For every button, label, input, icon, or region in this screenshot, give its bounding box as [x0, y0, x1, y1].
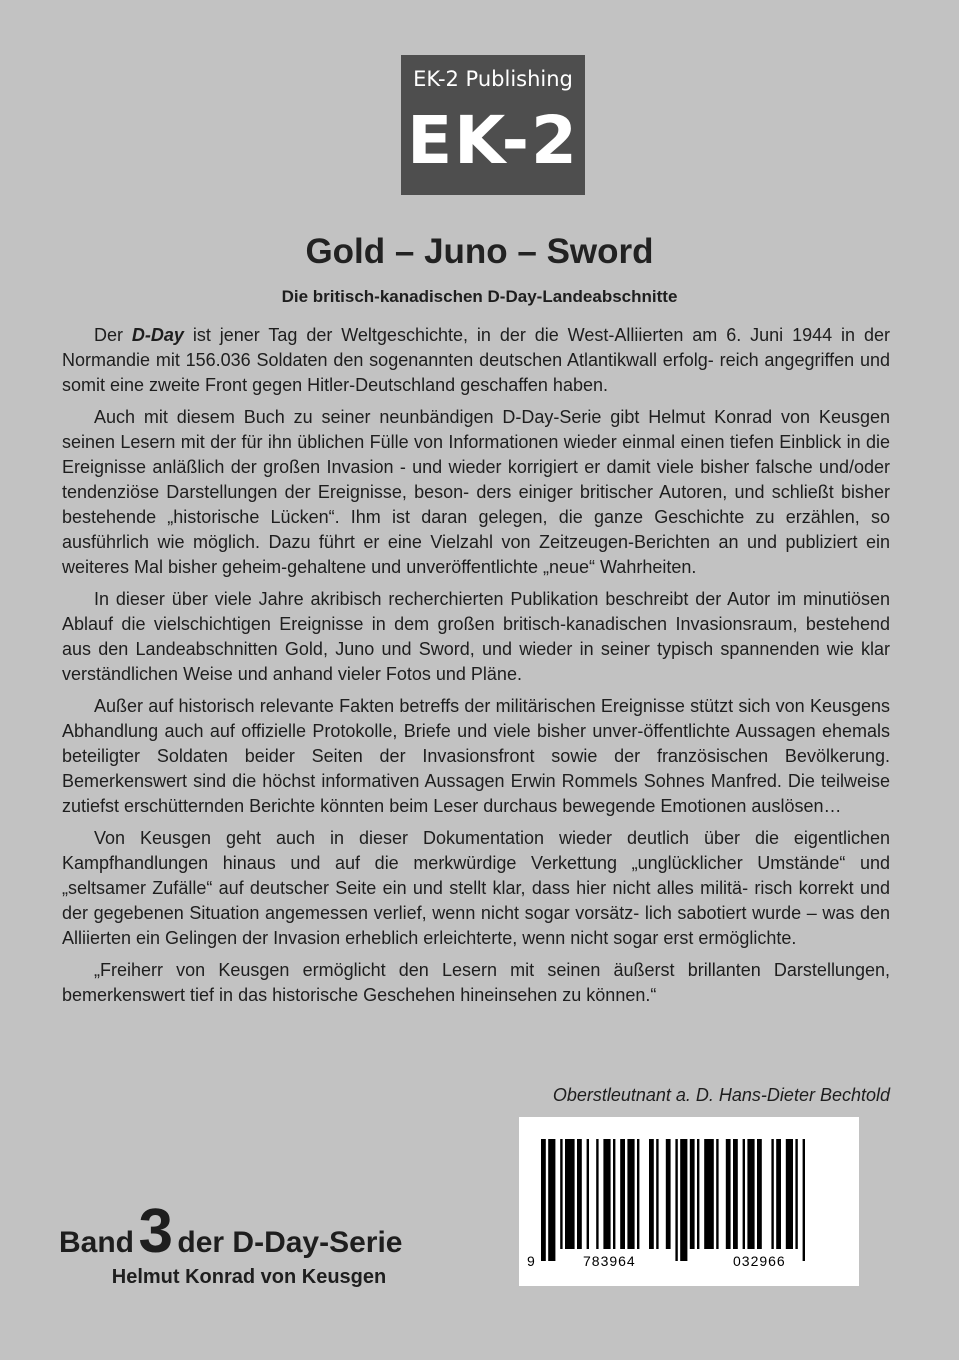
- paragraph-4: Außer auf historisch relevante Fakten betreffs der militärischen Ereignisse stützt sich von Keusgens Abhandlung auch auf offizielle Protokolle, Briefe und viele bisher unver-öffentlichte Aussagen ehemals beteiligter Soldaten beider Seiten der Invasionsfront sowie der französischen Bevölkerung. Bemerkenswert sind die höchst informativen Aussagen Erwin Rommels Sohnes Manfred. Die teilweise zutiefst erschütternden Berichte könnten beim Leser durchaus bewegende Emotionen auslösen…: [62, 696, 890, 816]
- barcode-bar: [613, 1139, 615, 1249]
- barcode-digit-first: 9: [527, 1253, 536, 1269]
- series-name: der D-Day-Serie: [177, 1226, 403, 1259]
- d-day-emphasis: D-Day: [131, 325, 184, 345]
- paragraph-1-rest: ist jener Tag der Weltgeschichte, in der die West-Alliierten am 6. Juni 1944 in der Normandie mit 156.036 Soldaten den sogenannten deutschen Atlantikwall erfolg- reich angegriffen und somit eine zweite Front gegen Hitler-Deutschland geschaffen haben.: [62, 325, 890, 395]
- barcode-bar: [697, 1139, 699, 1249]
- barcode-bars: [519, 1117, 859, 1286]
- barcode-bar: [757, 1139, 762, 1249]
- barcode-bar: [776, 1139, 781, 1249]
- book-title: Gold – Juno – Sword: [305, 232, 654, 271]
- paragraph-1: [62, 323, 890, 398]
- barcode-bar: [726, 1139, 731, 1249]
- barcode-bar: [649, 1139, 654, 1249]
- barcode-bar: [690, 1139, 695, 1249]
- barcode-bar: [795, 1139, 797, 1249]
- barcode-bar: [704, 1139, 714, 1249]
- barcode-bar: [747, 1139, 754, 1249]
- barcode-bar: [743, 1139, 745, 1249]
- barcode-digits-left: 783964: [583, 1253, 636, 1269]
- barcode-bar: [786, 1139, 793, 1249]
- barcode-bar: [680, 1139, 687, 1261]
- paragraph-3: In dieser über viele Jahre akribisch recherchierten Publikation beschreibt der Autor im minutiösen Ablauf die vielschichtigen Ereignisse in dem großen britisch-kanadischen Invasionsraum, bestehend aus den Landeabschnitten Gold, Juno und Sword, und wieder in seiner typisch spannenden wie klar verständlichen Weise und anhand vieler Fotos und Pläne.: [62, 589, 890, 684]
- series-label: [59, 1197, 459, 1266]
- paragraph-5: Von Keusgen geht auch in dieser Dokumentation wieder deutlich über die eigentlichen Kampfhandlungen hinaus und auf die merkwürdige Verkettung „unglücklicher Umstände“ und „seltsamer Zufälle“ auf deutscher Seite ein und stellt klar, dass hier nicht alles militä- risch korrekt und der gegebenen Situation angemessen verlief, wenn nicht sogar vorsätz- lich sabotiert wurde – was den Alliierten ein Gelingen der Invasion erheblich erleichterte, wenn nicht sogar erst ermöglichte.: [62, 828, 890, 948]
- book-subtitle: Die britisch-kanadischen D-Day-Landeabschnitte: [281, 287, 678, 306]
- barcode-bar: [656, 1139, 658, 1249]
- barcode-bar: [548, 1139, 555, 1261]
- barcode-bar: [771, 1139, 773, 1249]
- quote-attribution: Oberstleutnant a. D. Hans-Dieter Bechtold: [552, 1085, 890, 1105]
- barcode-bar: [596, 1139, 598, 1249]
- author-name: Helmut Konrad von Keusgen: [111, 1266, 387, 1288]
- barcode-digits-right: 032966: [733, 1253, 786, 1269]
- publisher-logo: [401, 55, 585, 195]
- blurb-text: [62, 323, 890, 1008]
- quote-paragraph: „Freiherr von Keusgen ermöglicht den Lesern mit seinen äußerst brillanten Darstellungen, bemerkenswert tief in das historische Geschehen hineinsehen zu können.“: [62, 960, 890, 1005]
- barcode-bar: [603, 1139, 610, 1249]
- barcode-bar: [627, 1139, 634, 1249]
- barcode-bar: [666, 1139, 671, 1249]
- barcode-bar: [541, 1139, 546, 1261]
- barcode-bar: [560, 1139, 562, 1249]
- barcode-bar: [637, 1139, 639, 1249]
- isbn-barcode: [519, 1117, 859, 1286]
- paragraph-1-start: Der: [94, 325, 132, 345]
- barcode-bar: [675, 1139, 677, 1261]
- barcode-bar: [803, 1139, 805, 1261]
- barcode-bar: [565, 1139, 575, 1249]
- barcode-bar: [733, 1139, 738, 1249]
- barcode-bar: [716, 1139, 718, 1249]
- series-band-word: Band: [59, 1226, 134, 1259]
- barcode-bar: [620, 1139, 625, 1249]
- logo-publisher-name: EK-2 Publishing: [413, 67, 573, 91]
- barcode-bar: [577, 1139, 582, 1249]
- logo-mark: EK-2: [407, 102, 579, 179]
- series-volume-number: 3: [138, 1197, 173, 1266]
- barcode-bar: [587, 1139, 589, 1249]
- paragraph-2: Auch mit diesem Buch zu seiner neunbändigen D-Day-Serie gibt Helmut Konrad von Keusgen seinen Lesern mit der für ihn üblichen Fülle von Informationen wieder einmal einen tiefen Einblick in die Ereignisse anläßlich der großen Invasion - und wieder korrigiert er damit viele bisher falsche und/oder tendenziöse Darstellungen der Ereignisse, beson- ders einiger britischer Autoren, und schließt bisher bestehende „historische Lücken“. Ihm ist daran gelegen, die ganze Geschichte zu erzählen, so ausführlich wie möglich. Dazu führt er eine Vielzahl von Zeitzeugen-Berichten an und publiziert ein weiteres Mal bisher geheim-gehaltene und unveröffentlichte „neue“ Wahrheiten.: [62, 407, 890, 577]
